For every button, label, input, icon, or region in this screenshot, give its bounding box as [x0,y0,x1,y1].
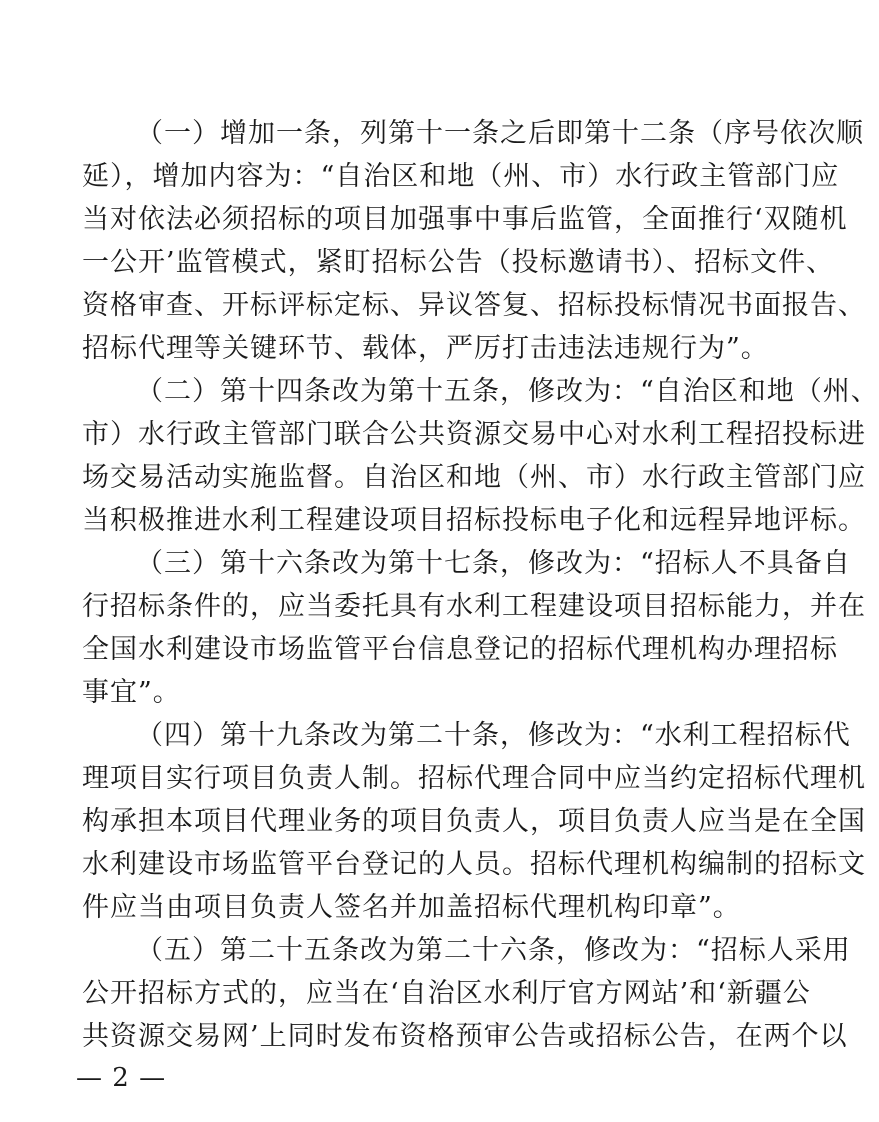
text-line: （四）第十九条改为第二十条，修改为：“水利工程招标代 [136,720,851,751]
text-line: 当对依法必须招标的项目加强事中事后监管，全面推行‘双随机 [82,204,848,235]
page-number: — 2 — [76,1063,167,1093]
text-line: （三）第十六条改为第十七条，修改为：“招标人不具备自 [136,548,851,579]
text-line: 共资源交易网’上同时发布资格预审公告或招标公告，在两个以 [82,1021,848,1052]
text-line: 事宜”。 [82,677,181,708]
text-line: 行招标条件的，应当委托具有水利工程建设项目招标能力，并在 [82,591,866,622]
text-line: 全国水利建设市场监管平台信息登记的招标代理机构办理招标 [82,634,838,665]
text-line: 理项目实行项目负责人制。招标代理合同中应当约定招标代理机 [82,763,866,794]
text-line: 一公开’监管模式，紧盯招标公告（投标邀请书）、招标文件、 [82,247,835,278]
text-line: 招标代理等关键环节、载体，严厉打击违法违规行为”。 [82,333,769,364]
text-line: （五）第二十五条改为第二十六条，修改为：“招标人采用 [136,935,851,966]
text-line: 市）水行政主管部门联合公共资源交易中心对水利工程招投标进 [82,419,866,450]
text-line: （二）第十四条改为第十五条，修改为：“自治区和地（州、 [136,376,879,407]
text-line: 公开招标方式的，应当在‘自治区水利厅官方网站’和‘新疆公 [82,978,811,1009]
text-line: 当积极推进水利工程建设项目招标投标电子化和远程异地评标。 [82,505,866,536]
text-line: 水利建设市场监管平台登记的人员。招标代理机构编制的招标文 [82,849,866,880]
text-line: 资格审查、开标评标定标、异议答复、招标投标情况书面报告、 [82,290,866,321]
text-line: 构承担本项目代理业务的项目负责人，项目负责人应当是在全国 [82,806,866,837]
text-line: 件应当由项目负责人签名并加盖招标代理机构印章”。 [82,892,741,923]
text-line: 场交易活动实施监督。自治区和地（州、市）水行政主管部门应 [82,462,866,493]
text-line: （一）增加一条，列第十一条之后即第十二条（序号依次顺 [136,118,864,149]
text-line: 延），增加内容为：“自治区和地（州、市）水行政主管部门应 [82,161,840,192]
